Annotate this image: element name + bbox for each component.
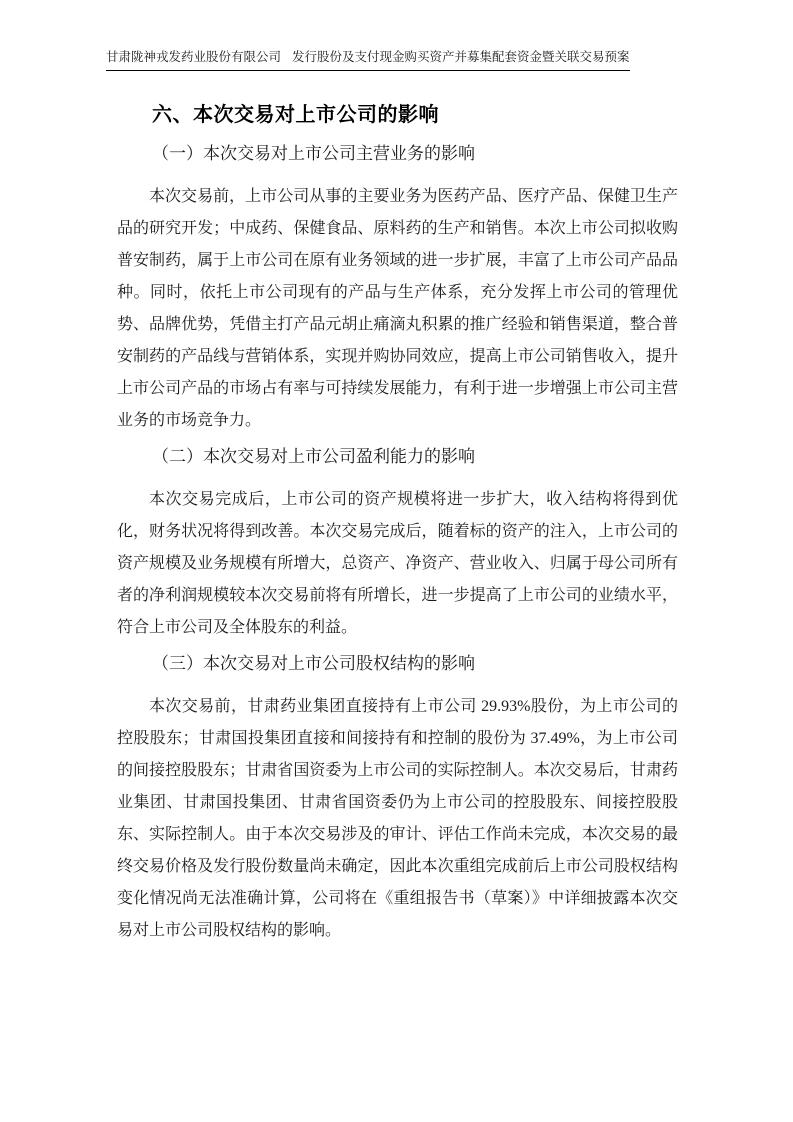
section-profitability [117,446,678,644]
section-heading-2: （二）本次交易对上市公司盈利能力的影响 [152,447,475,466]
section-main-business [117,143,678,437]
header-company-name: 甘肃陇神戎发药业股份有限公司 [106,50,282,64]
section-heading-3: （三）本次交易对上市公司股权结构的影响 [152,654,475,673]
page-content [117,0,678,947]
section-equity-structure [117,653,678,947]
chapter-title: 六、本次交易对上市公司的影响 [152,104,439,126]
paragraph: 本次交易前，上市公司从事的主要业务为医药产品、医疗产品、保健卫生产品的研究开发；中成药、保健食品、原料药的生产和销售。本次上市公司拟收购普安制药，属于上市公司在原有业务领域的进一步扩展，丰富了上市公司产品品种。同时，依托上市公司现有的产品与生产体系，充分发挥上市公司的管理优势、品牌优势，凭借主打产品元胡止痛滴丸积累的推广经验和销售渠道，整合普安制药的产品线与营销体系，实现并购协同效应，提高上市公司销售收入，提升上市公司产品的市场占有率与可持续发展能力，有利于进一步增强上市公司主营业务的市场竞争力。 [117,188,678,429]
paragraph: 本次交易前，甘肃药业集团直接持有上市公司 29.93%股份，为上市公司的控股股东；甘肃国投集团直接和间接持有和控制的股份为 37.49%，为上市公司的间接控股股东；甘肃省国资委为上市公司的实际控制人。本次交易后，甘肃药业集团、甘肃国投集团、甘肃省国资委仍为上市公司的控股股东、间接控股股东、实际控制人。由于本次交易涉及的审计、评估工作尚未完成，本次交易的最终交易价格及发行股份数量尚未确定，因此本次重组完成前后上市公司股权结构变化情况尚无法准确计算，公司将在《重组报告书（草案）》中详细披露本次交易对上市公司股权结构的影响。 [117,698,678,939]
section-heading-1: （一）本次交易对上市公司主营业务的影响 [152,144,475,163]
paragraph: 本次交易完成后，上市公司的资产规模将进一步扩大，收入结构将得到优化，财务状况将得到改善。本次交易完成后，随着标的资产的注入，上市公司的资产规模及业务规模有所增大，总资产、净资产、营业收入、归属于母公司所有者的净利润规模较本次交易前将有所增长，进一步提高了上市公司的业绩水平，符合上市公司及全体股东的利益。 [117,491,678,636]
header-doc-title: 发行股份及支付现金购买资产并募集配套资金暨关联交易预案 [292,50,630,64]
